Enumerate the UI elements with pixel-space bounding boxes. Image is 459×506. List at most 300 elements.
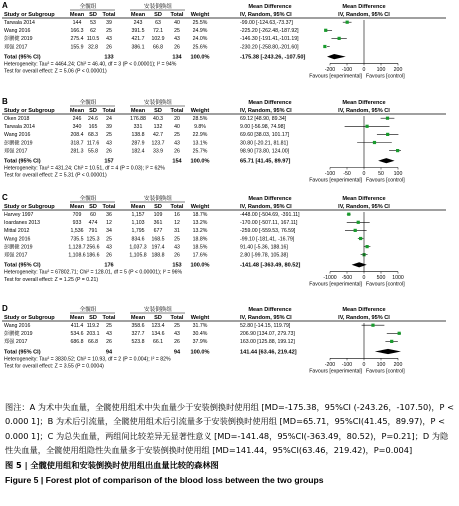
study-name: 彭鹏健 2019: [4, 140, 33, 147]
x-tick-label: 0: [362, 361, 366, 368]
favours-experimental: Favours [experimental]: [309, 368, 362, 375]
mean-exp: 735.5: [70, 236, 84, 243]
effect-marker: [371, 324, 374, 327]
mean-exp: 281.3: [70, 148, 84, 155]
effect-marker: [390, 340, 393, 343]
n-exp: 43: [106, 331, 112, 338]
mean-ctrl: 1,037.3: [129, 244, 147, 251]
md-ci: 98.90 [73.80, 124.00]: [240, 148, 290, 155]
weight: 25.7%: [192, 148, 208, 155]
sd-ctrl: 66.1: [152, 339, 164, 346]
col-ci: IV, Random, 95% CI: [240, 315, 292, 321]
study-row: [4, 20, 352, 26]
summary-diamond: [327, 54, 346, 59]
panel-label: D: [2, 304, 8, 313]
sd-ctrl: 677: [153, 228, 163, 235]
total-weight: 100.0%: [190, 54, 210, 61]
col-mean: Mean: [69, 108, 85, 114]
x-tick-label: -50: [343, 171, 351, 177]
md-header-plot: Mean Difference: [342, 307, 386, 313]
study-name: 郑强 2017: [4, 252, 28, 259]
n-ctrl: 26: [174, 252, 180, 259]
x-tick-label: 0: [362, 171, 366, 177]
effect-marker: [386, 117, 389, 120]
sd-exp: 186.6: [86, 252, 100, 259]
n-exp: 25: [106, 236, 112, 243]
x-tick-label: -200: [324, 361, 336, 368]
study-name: Wang 2016: [4, 28, 31, 35]
overall-effect-text: Test for overall effect: Z = 3.55 (P = 0.0004): [4, 363, 104, 370]
sd-exp: 474: [88, 220, 98, 227]
mean-exp: 275.4: [70, 36, 84, 43]
col-weight: Weight: [190, 204, 210, 210]
total-label: Total (95% CI): [4, 158, 41, 165]
mean-ctrl: 138.8: [131, 132, 145, 139]
n-exp: 39: [106, 20, 112, 26]
n-ctrl: 43: [174, 36, 180, 43]
n-ctrl: 25: [174, 236, 180, 243]
n-exp: 36: [106, 212, 112, 218]
n-exp: 24: [106, 116, 112, 122]
study-name: Wang 2016: [4, 236, 31, 243]
md-header: Mean Difference: [248, 307, 292, 313]
caption-note: 图注：A 为术中失血量，全髋使用组术中失血量少于安装倒换时使用组 [MD=-175.38，95%CI (-243.26，-107.50)，P < 0.000 1]；B 为术后引流量，全髋使用组术后引流量多于安装倒换时使用组 [MD=65.71，95%CI(41.45，89.97)，P < 0.000 1]；C 为总失血量，两组间比较差异无显著性意义 [MD=-141.48，95%CI(-363.49，80.52)，P=0.21]；D 为隐性失血量，全髋使用组隐性失血量多于安装倒换时使用组 [MD=141.44，95%CI(63.46，219.42)，P=0.004]: [5, 402, 454, 456]
n-ctrl: 31: [174, 228, 180, 235]
mean-ctrl: 1,103: [131, 220, 145, 227]
total-ci: 65.71 [41.45, 89.97]: [240, 158, 291, 165]
md-ci: 30.80 [-20.21, 81.81]: [240, 140, 288, 147]
weight: 24.0%: [192, 36, 208, 43]
n-exp: 43: [106, 244, 112, 251]
x-tick-label: 500: [376, 275, 386, 282]
md-ci: -230.20 [-258.80,-201.60]: [240, 44, 299, 51]
mean-exp: 1,108.6: [68, 252, 86, 259]
n-exp: 25: [106, 323, 112, 329]
favours-experimental: Favours [experimental]: [309, 177, 362, 184]
x-tick-label: 0: [362, 66, 366, 73]
md-header: Mean Difference: [248, 196, 292, 202]
sd-exp: 24.6: [87, 116, 99, 122]
total-n-exp: 157: [104, 158, 114, 165]
study-row: [4, 329, 401, 337]
total-ci: -175.38 [-243.26, -107.50]: [240, 54, 306, 61]
sd-exp: 66.8: [87, 339, 99, 346]
weight: 13.1%: [192, 140, 208, 147]
n-exp: 26: [106, 339, 112, 346]
favours-control: Favours [control]: [366, 368, 405, 375]
col-mean: Mean: [130, 108, 146, 114]
sd-ctrl: 66.8: [152, 44, 164, 51]
study-name: Ioardanes 2013: [4, 220, 41, 227]
study-row: [4, 323, 384, 329]
mean-ctrl: 391.5: [131, 28, 145, 35]
col-mean: Mean: [130, 315, 146, 321]
md-ci: -99.00 [-124.63,-73.37]: [240, 20, 293, 26]
col-study: Study or Subgroup: [4, 204, 55, 210]
total-n-ctrl: 134: [172, 54, 182, 61]
sd-exp: 119.2: [86, 323, 100, 329]
study-name: 彭鹏健 2019: [4, 331, 33, 338]
caption-title-en: Figure 5 | Forest plot of comparison of the blood loss between the two groups: [5, 475, 324, 486]
total-label: Total (95% CI): [4, 54, 41, 61]
favours-control: Favours [control]: [366, 73, 405, 80]
total-ci: 141.44 [63.46, 219.42]: [240, 349, 297, 356]
n-ctrl: 25: [174, 323, 180, 329]
md-header: Mean Difference: [248, 100, 292, 106]
n-ctrl: 16: [174, 212, 180, 218]
md-ci: 9.00 [-56.98, 74.98]: [240, 124, 285, 131]
panel-label: A: [2, 1, 8, 10]
md-ci: -170.00 [-507.11, 167.11]: [240, 220, 298, 227]
md-header-plot: Mean Difference: [342, 100, 386, 106]
overall-effect-text: Test for overall effect: Z = 1.25 (P = 0.21): [4, 276, 99, 283]
mean-exp: 1,536: [70, 228, 84, 235]
weight: 24.9%: [192, 28, 208, 35]
n-ctrl: 26: [174, 339, 180, 346]
n-ctrl: 43: [174, 244, 180, 251]
group-header-ctrl: 安装倒换组: [144, 4, 172, 10]
forest-panel-b: [2, 97, 446, 184]
sd-ctrl: 102.9: [151, 36, 165, 43]
favours-control: Favours [control]: [366, 177, 405, 184]
group-header-exp: 全髋组: [79, 307, 97, 313]
n-exp: 25: [106, 28, 112, 35]
col-ci-plot: IV, Random, 95% CI: [338, 108, 390, 114]
col-sd: SD: [89, 315, 97, 321]
mean-ctrl: 523.8: [131, 339, 145, 346]
heterogeneity-text: Heterogeneity: Tau² = 67802.71; Chi² = 128.01, df = 5 (P < 0.00001); I² = 96%: [4, 269, 183, 276]
mean-ctrl: 1,157: [131, 212, 145, 218]
mean-exp: 208.4: [70, 132, 84, 139]
col-sd: SD: [89, 204, 97, 210]
mean-exp: 340: [72, 124, 82, 131]
mean-exp: 709: [72, 212, 82, 218]
sd-exp: 55.8: [87, 148, 99, 155]
weight: 37.9%: [192, 339, 208, 346]
group-header-exp: 全髋组: [79, 196, 97, 202]
study-row: [4, 132, 398, 138]
n-exp: 43: [106, 140, 112, 147]
mean-ctrl: 386.1: [131, 44, 145, 51]
sd-ctrl: 33.9: [152, 148, 164, 155]
effect-marker: [373, 141, 376, 144]
weight: 25.6%: [192, 44, 208, 51]
sd-ctrl: 188.8: [151, 252, 165, 259]
col-sd: SD: [89, 12, 97, 18]
col-sd: SD: [154, 108, 162, 114]
mean-ctrl: 421.7: [131, 36, 145, 43]
mean-ctrl: 287.9: [131, 140, 145, 147]
md-ci: 2.80 [-99.78, 105.38]: [240, 252, 288, 259]
favours-experimental: Favours [experimental]: [309, 281, 362, 288]
md-ci: 69.60 [38.03, 101.17]: [240, 132, 290, 139]
effect-marker: [396, 149, 399, 152]
total-weight: 100.0%: [190, 158, 210, 165]
col-total: Total: [102, 12, 116, 18]
md-header-plot: Mean Difference: [342, 4, 386, 10]
x-tick-label: 50: [378, 171, 384, 177]
col-sd: SD: [154, 204, 162, 210]
x-tick-label: 100: [393, 171, 403, 177]
col-ci: IV, Random, 95% CI: [240, 12, 292, 18]
group-header-ctrl: 安装倒换组: [144, 100, 172, 106]
total-n-exp: 94: [105, 349, 113, 356]
group-header-exp: 全髋组: [79, 4, 97, 10]
total-weight: 100.0%: [190, 349, 210, 356]
md-ci: 163.00 [125.88, 199.12]: [240, 339, 295, 346]
study-row: [4, 236, 363, 242]
heterogeneity-text: Heterogeneity: Tau² = 3830.52; Chi² = 10.93, df = 2 (P = 0.004); I² = 82%: [4, 356, 171, 363]
effect-marker: [346, 21, 349, 24]
study-name: 彭鹏健 2019: [4, 244, 33, 251]
study-name: Oken 2018: [4, 116, 30, 122]
study-row: [4, 28, 332, 34]
study-row: [4, 220, 370, 226]
col-total: Total: [102, 204, 116, 210]
md-ci: -146.30 [-191.41,-101.19]: [240, 36, 299, 43]
sd-exp: 110.5: [86, 36, 100, 43]
mean-exp: 318.7: [70, 140, 84, 147]
weight: 22.9%: [192, 132, 208, 139]
col-sd: SD: [154, 12, 162, 18]
summary-diamond: [352, 262, 367, 267]
sd-exp: 117.6: [86, 140, 100, 147]
mean-ctrl: 1,795: [131, 228, 145, 235]
n-ctrl: 20: [174, 116, 180, 122]
forest-panel-a: [2, 1, 446, 79]
md-ci: -448.00 [-504.69, -391.11]: [240, 212, 300, 218]
study-name: Tarwala 2014: [4, 124, 35, 131]
n-ctrl: 25: [174, 28, 180, 35]
sd-ctrl: 109: [153, 212, 163, 218]
x-tick-label: 0: [362, 275, 366, 282]
col-ci: IV, Random, 95% CI: [240, 108, 292, 114]
study-row: [4, 251, 368, 259]
n-exp: 26: [106, 44, 112, 51]
total-label: Total (95% CI): [4, 262, 41, 269]
mean-ctrl: 358.6: [131, 323, 145, 329]
figure-caption: [5, 400, 455, 487]
n-exp: 12: [106, 220, 112, 227]
md-ci: -225.20 [-262.48,-187.92]: [240, 28, 299, 35]
sd-exp: 62: [90, 28, 96, 35]
mean-exp: 246: [72, 116, 82, 122]
study-row: [4, 116, 394, 122]
n-exp: 26: [106, 252, 112, 259]
study-row: [4, 242, 370, 250]
sd-ctrl: 132: [153, 124, 163, 131]
study-name: Mittal 2012: [4, 228, 30, 235]
sd-ctrl: 134.6: [151, 331, 165, 338]
total-ci: -141.48 [-363.49, 80.52]: [240, 262, 301, 269]
sd-exp: 53: [90, 20, 96, 26]
x-tick-label: -100: [341, 66, 353, 73]
favours-control: Favours [control]: [366, 281, 405, 288]
col-ci-plot: IV, Random, 95% CI: [338, 315, 390, 321]
md-ci: 206.90 [134.07, 279.73]: [240, 331, 295, 338]
n-ctrl: 26: [174, 148, 180, 155]
total-weight: 100.0%: [190, 262, 210, 269]
mean-ctrl: 327.7: [131, 331, 145, 338]
col-ci: IV, Random, 95% CI: [240, 204, 292, 210]
study-name: Wang 2016: [4, 132, 31, 139]
col-total: Total: [102, 315, 116, 321]
sd-exp: 32.8: [87, 44, 99, 51]
total-n-exp: 133: [104, 54, 114, 61]
group-header-ctrl: 安装倒换组: [144, 196, 172, 202]
n-exp: 43: [106, 36, 112, 43]
x-tick-label: 1000: [392, 275, 404, 282]
weight: 13.2%: [192, 228, 208, 235]
effect-marker: [338, 37, 341, 40]
study-row: [4, 212, 351, 218]
sd-exp: 60: [90, 212, 96, 218]
mean-exp: 1,128.7: [68, 244, 86, 251]
md-ci: 91.40 [-5.36, 188.16]: [240, 244, 288, 251]
n-exp: 39: [106, 124, 112, 131]
n-ctrl: 40: [174, 20, 180, 26]
mean-exp: 686.8: [70, 339, 84, 346]
effect-marker: [323, 45, 326, 48]
mean-exp: 155.9: [70, 44, 84, 51]
overall-effect-text: Test for overall effect: Z = 5.31 (P < 0.00001): [4, 172, 107, 179]
study-row: [4, 138, 392, 146]
md-ci: -99.10 [-181.41, -16.79]: [240, 236, 295, 243]
md-ci: -259.00 [-559.53, 76.59]: [240, 228, 296, 235]
weight: 31.7%: [192, 323, 208, 329]
sd-exp: 256.6: [86, 244, 100, 251]
study-row: [4, 34, 347, 42]
col-sd: SD: [154, 315, 162, 321]
overall-effect-text: Test for overall effect: Z = 5.06 (P < 0.00001): [4, 68, 107, 75]
col-total: Total: [170, 204, 184, 210]
weight: 25.5%: [192, 20, 208, 26]
caption-title-cn: 图 5 | 全髋使用组和安装倒换时使用组出血量比较的森林图: [5, 459, 219, 470]
x-tick-label: 200: [393, 361, 403, 368]
group-header-ctrl: 安装倒换组: [144, 307, 172, 313]
study-row: [4, 337, 398, 345]
total-label: Total (95% CI): [4, 349, 41, 356]
effect-marker: [398, 332, 401, 335]
col-mean: Mean: [69, 204, 85, 210]
n-ctrl: 43: [174, 140, 180, 147]
n-ctrl: 26: [174, 44, 180, 51]
total-n-ctrl: 154: [172, 158, 182, 165]
weight: 18.7%: [192, 212, 208, 218]
x-tick-label: 100: [376, 66, 386, 73]
sd-exp: 791: [88, 228, 98, 235]
x-tick-label: -200: [324, 66, 336, 73]
total-n-exp: 176: [104, 262, 114, 269]
n-exp: 34: [106, 228, 112, 235]
weight: 17.6%: [192, 252, 208, 259]
col-ci-plot: IV, Random, 95% CI: [338, 204, 390, 210]
weight: 30.4%: [192, 331, 208, 338]
study-name: 郑强 2017: [4, 339, 28, 346]
sd-exp: 68.3: [87, 132, 99, 139]
col-mean: Mean: [130, 204, 146, 210]
x-tick-label: 100: [376, 361, 386, 368]
sd-ctrl: 42.7: [152, 132, 164, 139]
mean-exp: 411.4: [70, 323, 84, 329]
n-ctrl: 25: [174, 132, 180, 139]
mean-ctrl: 834.6: [131, 236, 145, 243]
x-tick-label: -1000: [323, 275, 337, 282]
mean-ctrl: 1,105.8: [129, 252, 147, 259]
sd-exp: 203.1: [86, 331, 100, 338]
col-sd: SD: [89, 108, 97, 114]
weight: 9.8%: [194, 124, 206, 131]
sd-ctrl: 63: [155, 20, 161, 26]
study-row: [4, 228, 367, 234]
weight: 18.8%: [192, 236, 208, 243]
col-total: Total: [170, 108, 184, 114]
summary-diamond: [378, 158, 394, 163]
sd-ctrl: 197.4: [151, 244, 165, 251]
col-ci-plot: IV, Random, 95% CI: [338, 12, 390, 18]
panel-label: C: [2, 193, 8, 202]
n-ctrl: 40: [174, 124, 180, 131]
group-header-exp: 全髋组: [79, 100, 97, 106]
mean-ctrl: 331: [133, 124, 143, 131]
md-header: Mean Difference: [248, 4, 292, 10]
n-ctrl: 12: [174, 220, 180, 227]
weight: 18.5%: [192, 244, 208, 251]
favours-experimental: Favours [experimental]: [309, 73, 362, 80]
col-weight: Weight: [190, 315, 210, 321]
n-exp: 26: [106, 148, 112, 155]
col-study: Study or Subgroup: [4, 12, 55, 18]
forest-panel-d: [2, 304, 446, 374]
col-study: Study or Subgroup: [4, 108, 55, 114]
x-tick-label: -500: [341, 275, 353, 282]
md-ci: 52.80 [-14.15, 119.79]: [240, 323, 291, 329]
sd-ctrl: 40.3: [152, 116, 164, 122]
x-tick-label: -100: [324, 171, 336, 177]
total-n-ctrl: 153: [172, 262, 182, 269]
effect-marker: [324, 29, 327, 32]
study-name: 郑强 2017: [4, 148, 28, 155]
col-weight: Weight: [190, 108, 210, 114]
mean-exp: 144: [72, 20, 82, 26]
effect-marker: [359, 237, 362, 240]
n-exp: 25: [106, 132, 112, 139]
effect-marker: [366, 245, 369, 248]
summary-diamond: [375, 349, 401, 354]
n-ctrl: 43: [174, 331, 180, 338]
col-total: Total: [170, 315, 184, 321]
x-tick-label: 200: [393, 66, 403, 73]
study-name: Tarwala 2014: [4, 20, 35, 26]
mean-exp: 933: [72, 220, 82, 227]
heterogeneity-text: Heterogeneity: Tau² = 4464.24; Chi² = 46.40, df = 3 (P < 0.00001); I² = 94%: [4, 61, 177, 68]
study-row: [4, 42, 330, 50]
sd-exp: 165: [88, 124, 98, 131]
sd-ctrl: 123.7: [151, 140, 165, 147]
x-tick-label: -100: [341, 361, 353, 368]
mean-ctrl: 176.88: [130, 116, 146, 122]
col-total: Total: [102, 108, 116, 114]
col-mean: Mean: [69, 315, 85, 321]
effect-marker: [365, 125, 368, 128]
panel-label: B: [2, 97, 8, 106]
study-name: Wang 2016: [4, 323, 31, 329]
sd-ctrl: 168.5: [151, 236, 165, 243]
col-total: Total: [170, 12, 184, 18]
effect-marker: [386, 133, 389, 136]
study-name: Harvey 1997: [4, 212, 34, 218]
weight: 13.2%: [192, 220, 208, 227]
